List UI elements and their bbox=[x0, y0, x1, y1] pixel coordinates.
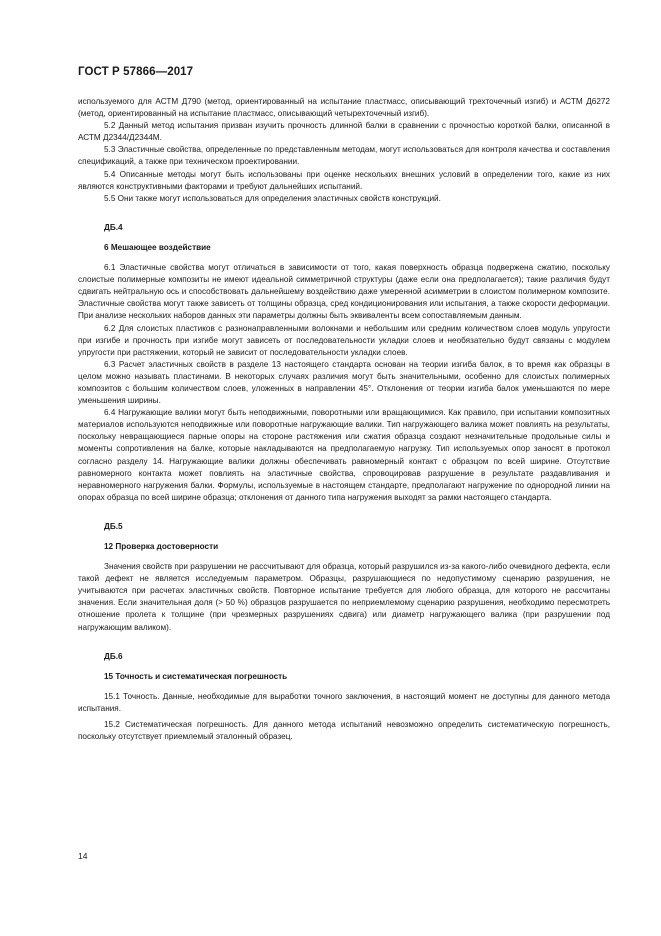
paragraph: 5.5 Они также могут использоваться для определения эластичных свойств конструкций. bbox=[104, 193, 441, 203]
paragraph: 15.2 Систематическая погрешность. Для данного метода испытаний невозможно определить систематическую погрешность, поскольку отсутствует приемлемый эталонный образец. bbox=[78, 720, 610, 742]
paragraph: 6.4 Нагружающие валики могут быть неподвижными, поворотными или вращающимися. Как правило, при испытании композитных материалов используются неподвижные или поворотные нагружающие валики. Тип нагружающего валика может повлиять на результаты, поскольку невращающиеся парные опоры на стороне растяжения или сжатия образца создают незначительные продольные силы и моменты сопротивления на балке, которые накладываются на предполагаемую нагрузку. Тип используемых опор заносят в протокол согласно разделу 14. Нагружающие валики должны обеспечивать равномерный контакт с образцом по всей ширине. Отсутствие равномерного контакта может повлиять на эластичные свойства, спровоцировав разрушение в результате раздавливания и неравномерного нагружения балки. Формулы, используемые в настоящем стандарте, предполагают нагружение по однородной линии на опорах образца по всей ширине образца; отклонения от данного типа нагружения выходят за рамки настоящего стандарта. bbox=[78, 408, 610, 502]
paragraph: 6.2 Для слоистых пластиков с разнонаправленными волокнами и небольшим или средним количеством слоев модуль упругости при изгибе и прочность при изгибе могут зависеть от последовательности укладки слоев и необязательно будут связаны с модулем упругости при растяжении, который не зависит от последовательности укладки слоев. bbox=[78, 323, 610, 357]
paragraph: 5.2 Данный метод испытания призван изучить прочность длинной балки в сравнении с прочностью короткой балки, описанной в АСТМ Д2344/Д2344М. bbox=[78, 121, 610, 143]
document-header: ГОСТ Р 57866—2017 bbox=[78, 66, 194, 78]
section-title: 6 Мешающее воздействие bbox=[104, 242, 211, 252]
section-title: 12 Проверка достоверности bbox=[104, 542, 219, 551]
paragraph: 6.3 Расчет эластичных свойств в разделе 13 настоящего стандарта основан на теории изгиба балок, в то время как образцы в целом можно называть пластинами. В некоторых случаях различия могут быть значительными, особенно для слоистых полимерных композитов с большим количеством слоев, уложенных в направлении 45°. Отклонения от теории изгиба балок уменьшаются по мере уменьшения ширины. bbox=[78, 359, 610, 406]
paragraph: 15.1 Точность. Данные, необходимые для выработки точного заключения, в настоящий момент не доступны для данного метода испытания. bbox=[78, 691, 610, 713]
paragraph: 5.3 Эластичные свойства, определенные по представленным методам, могут использоваться для контроля качества и составления спецификаций, а также при техническом проектировании. bbox=[78, 145, 610, 167]
page-number: 14 bbox=[78, 851, 88, 861]
paragraph: 5.4 Описанные методы могут быть использованы при оценке нескольких внешних условий в определении того, какие из них являются конструктивными факторами и требуют дальнейших испытаний. bbox=[78, 169, 610, 191]
document-body bbox=[78, 96, 610, 743]
paragraph: 6.1 Эластичные свойства могут отличаться в зависимости от того, какая поверхность образца подвержена сжатию, поскольку слоистые полимерные композиты не имеют идеальной симметричной структуры (даже если она предполагается); такие различия будут сдвигать нейтральную ось и способствовать дальнейшему воздействию даже умеренной асимметрии в слоистом полимерном композите. Эластичные свойства могут также зависеть от толщины образца, сред кондиционирования или испытания, а также скорости деформации. При анализе нескольких наборов данных эти параметры должны быть эквиваленты всем сопоставляемым данным. bbox=[78, 263, 610, 321]
section-label: ДБ.6 bbox=[104, 651, 123, 661]
paragraph: используемого для АСТМ Д790 (метод, ориентированный на испытание пластмасс, описывающий трехточечный изгиб) и АСТМ Д6272 (метод, ориентированный на испытание пластмасс, описывающий четырехточечный изгиб). bbox=[78, 97, 610, 119]
paragraph: Значения свойств при разрушении не рассчитывают для образца, который разрушился из-за какого-либо очевидного дефекта, если такой дефект не является исследуемым параметром. Образцы, разрушающиеся по недопустимому сценарию разрушения, не учитываются при расчетах эластичных свойств. Повторное испытание требуется для любого образца, для которого не рассчитаны значения. Если значительная доля (> 50 %) образцов разрушается по неприемлемому сценарию разрушения, необходимо пересмотреть отношение пролета к толщине (при чрезмерных разрушениях сдвига) или диаметр нагружающего валика (при разрушении под нагружающим валиком). bbox=[78, 562, 610, 632]
section-label: ДБ.4 bbox=[104, 222, 123, 232]
section-label: ДБ.5 bbox=[104, 521, 123, 531]
section-title: 15 Точность и систематическая погрешность bbox=[104, 671, 288, 681]
